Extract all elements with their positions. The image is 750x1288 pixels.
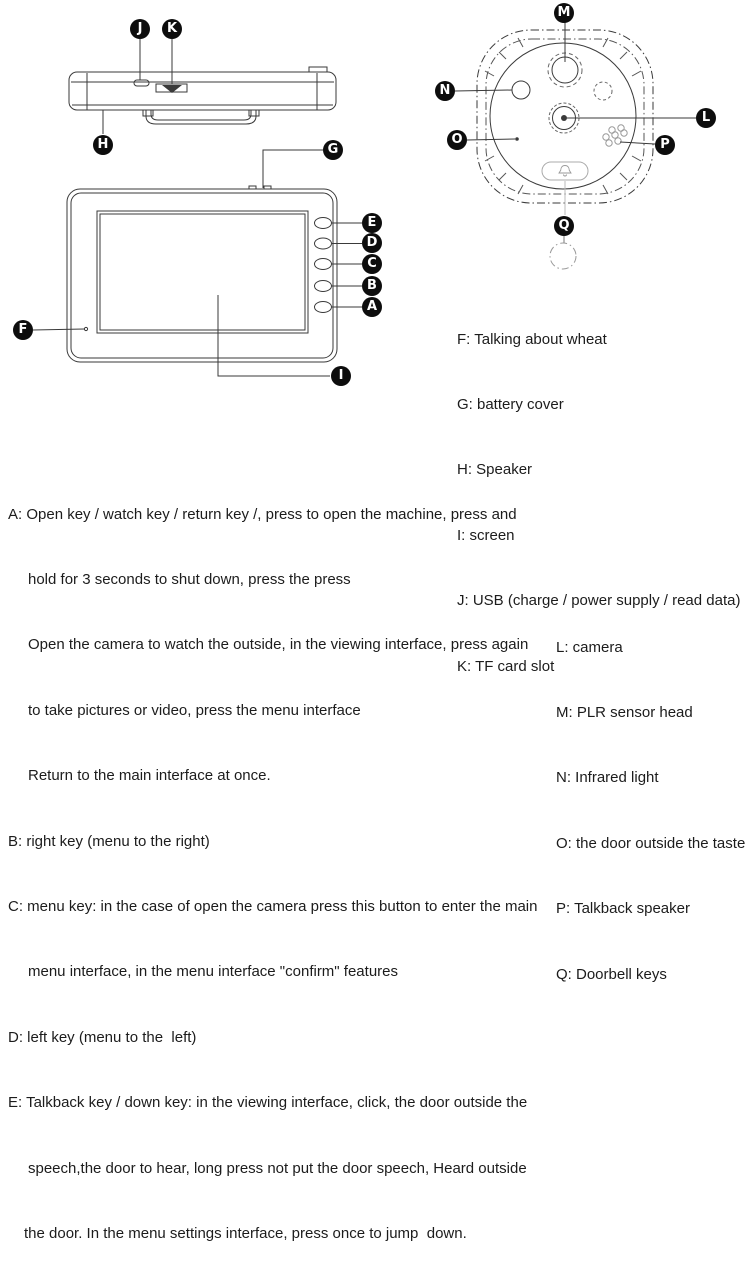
- button-a: [315, 302, 332, 313]
- legend-line: H: Speaker: [457, 461, 533, 479]
- callout-g: G: [323, 140, 343, 160]
- button-e: [315, 218, 332, 229]
- description-line: E: Talkback key / down key: in the viewing interface, click, the door outside the: [8, 1094, 528, 1112]
- bell-icon: [559, 166, 571, 177]
- description-line: Open the camera to watch the outside, in the viewing interface, press again: [28, 636, 529, 654]
- part-line: Q: Doorbell keys: [556, 965, 667, 983]
- microphone-hole: [84, 327, 87, 330]
- callout-q: Q: [554, 216, 574, 236]
- description-line: D: left key (menu to the left): [8, 1028, 197, 1046]
- part-line: M: PLR sensor head: [556, 703, 693, 721]
- leader-o: [467, 139, 515, 140]
- part-line: P: Talkback speaker: [556, 900, 690, 918]
- door-paste-mark: [515, 137, 519, 141]
- callout-d: D: [362, 233, 382, 253]
- leader-f: [33, 329, 84, 330]
- callout-e: E: [362, 213, 382, 233]
- monitor-top-view: [69, 39, 336, 188]
- description-line: hold for 3 seconds to shut down, press the press: [28, 570, 351, 588]
- legend-line: I: screen: [457, 526, 515, 544]
- part-line: N: Infrared light: [556, 769, 659, 787]
- leader-g: [263, 150, 323, 188]
- description-line: speech,the door to hear, long press not put the door speech, Heard outside: [28, 1159, 527, 1177]
- callout-j: J: [130, 19, 150, 39]
- legend-line: J: USB (charge / power supply / read data): [457, 592, 741, 610]
- part-line: O: the door outside the taste: [556, 834, 746, 852]
- part-line: L: camera: [556, 638, 623, 656]
- doorbell-key-below: [550, 243, 576, 269]
- description-line: Return to the main interface at once.: [28, 767, 271, 785]
- infrared-light: [512, 81, 530, 99]
- stand-bracket: [146, 110, 256, 124]
- talkback-speaker-holes: [603, 125, 627, 146]
- callout-n: N: [435, 81, 455, 101]
- legend-line: G: battery cover: [457, 395, 564, 413]
- top-tab: [309, 67, 327, 72]
- callout-i: I: [331, 366, 351, 386]
- button-b: [315, 281, 332, 292]
- button-c: [315, 259, 332, 270]
- callout-m: M: [554, 3, 574, 23]
- camera-aperture: [561, 115, 567, 121]
- screen: [97, 211, 308, 333]
- callout-o: O: [447, 130, 467, 150]
- legend-line: K: TF card slot: [457, 657, 555, 675]
- callout-f: F: [13, 320, 33, 340]
- indicator-window: [594, 82, 612, 100]
- description-line: to take pictures or video, press the menu interface: [28, 701, 361, 719]
- part-list-l-to-q: [556, 593, 745, 1029]
- usb-port: [134, 80, 149, 86]
- leader-n: [455, 90, 512, 91]
- callout-c: C: [362, 254, 382, 274]
- callout-k: K: [162, 19, 182, 39]
- callout-h: H: [93, 135, 113, 155]
- callout-p: P: [655, 135, 675, 155]
- monitor-front-view: [33, 186, 362, 376]
- legend-line: F: Talking about wheat: [457, 330, 607, 348]
- callout-b: B: [362, 276, 382, 296]
- description-line: A: Open key / watch key / return key /, press to open the machine, press and: [8, 505, 517, 523]
- battery-cover-notch: [249, 186, 256, 189]
- description-line: B: right key (menu to the right): [8, 832, 210, 850]
- monitor-top-body: [69, 72, 336, 110]
- description-line: the door. In the menu settings interface, press once to jump down.: [24, 1224, 467, 1242]
- callout-a: A: [362, 297, 382, 317]
- battery-cover-notch: [264, 186, 271, 189]
- callout-l: L: [696, 108, 716, 128]
- button-d: [315, 238, 332, 249]
- leader-i: [218, 295, 330, 376]
- leader-p: [620, 142, 655, 144]
- description-line: menu interface, in the menu interface "confirm" features: [28, 963, 398, 981]
- monitor-front-body: [67, 189, 337, 362]
- key-descriptions: [8, 460, 537, 1288]
- doorbell-button: [542, 162, 588, 180]
- description-line: C: menu key: in the case of open the camera press this button to enter the main: [8, 897, 538, 915]
